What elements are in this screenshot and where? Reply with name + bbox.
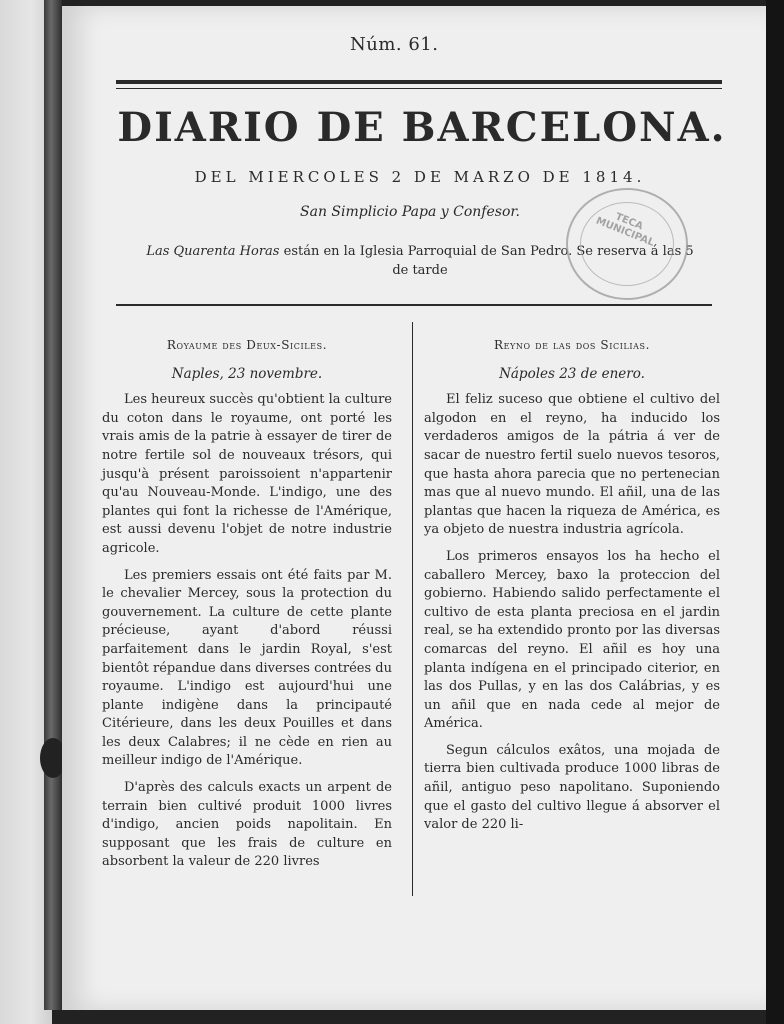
right-paragraph: Segun cálculos exâtos, una mojada de tierra bien cultivada produce 1000 libras de añil, antiguo peso napolitano. Suponiendo que el gasto del cultivo llegue á absorver el valor de 220 li- (424, 742, 720, 833)
left-paragraph: D'après des calculs exacts un arpent de terrain bien cultivé produit 1000 livres d'indigo, ancien poids napolitain. En supposant que les frais de culture en absorbent la valeur de 220 livres (102, 780, 392, 870)
library-stamp (566, 188, 688, 300)
issue-number: Núm. 61. (350, 34, 439, 55)
left-column (102, 336, 392, 880)
column-divider (412, 322, 413, 896)
right-column (424, 336, 720, 843)
notice-text: están en la Iglesia Parroquial de San Pedro. Se reserva á las 5 de tarde (283, 244, 694, 278)
left-paragraph: Les premiers essais ont été faits par M. le chevalier Mercey, sous la protection du gouvernement. La culture de cette plante précieuse, ayant d'abord réussi parfaitement dans le jardin Royal, s'est bientôt répandue dans diverses contrées du royaume. L'indigo est aujourd'hui une plante indigène dans la principauté Citérieure, dans les deux Pouilles et dans les deux Calabres; il ne cède en rien au meilleur indigo de l'Amérique. (102, 567, 392, 769)
notice-lead: Las Quarenta Horas (146, 244, 280, 259)
left-column-dateline: Naples, 23 novembre. (171, 365, 323, 382)
masthead-title: DIARIO DE BARCELONA. (117, 104, 727, 151)
right-paragraph: El feliz suceso que obtiene el cultivo del algodon en el reyno, ha inducido los verdaderos amigos de la pátria á ver de sacar de nuestro fertil suelo nuevos tesoros, que hasta ahora parecia que no pertenecian mas que al nuevo mundo. El añil, una de las plantas que hacen la riqueza de América, es ya objeto de nuestra industria agrícola. (424, 392, 720, 538)
left-paragraph: Les heureux succès qu'obtient la culture du coton dans le royaume, ont porté les vrais amis de la patrie à essayer de tirer de notre fertile sol de nouveaux trésors, qui jusqu'à présent paroissoient n'appartenir qu'au Nouveau-Monde. L'indigo, une des plantes qui font la richesse de l'Amérique, est aussi devenu l'objet de notre industrie agricole. (102, 392, 392, 556)
book-gutter (44, 0, 62, 1010)
header-bottom-rule (116, 304, 712, 306)
right-column-dateline: Nápoles 23 de enero. (499, 365, 645, 382)
saint-of-day: San Simplicio Papa y Confesor. (300, 204, 520, 220)
right-column-heading: Reyno de las dos Sicilias. (493, 338, 651, 352)
stamp-text: TECA MUNICIPAL (594, 211, 656, 249)
right-paragraph: Los primeros ensayos los ha hecho el caballero Mercey, baxo la proteccion del gobierno. Habiendo salido perfectamente el cultivo de esta planta preciosa en el jardin real, se ha extendido pronto por las diversas comarcas del reyno. El añil es hoy una planta indígena en el principado citerior, en las dos Pullas, y en las dos Calábrias, y es un añil que en nada cede al mejor de América. (424, 548, 720, 732)
right-page-edge (766, 0, 784, 1024)
masthead-rule-thin (116, 88, 722, 89)
issue-date: DEL MIERCOLES 2 DE MARZO DE 1814. (194, 168, 646, 186)
masthead-rule-thick (116, 80, 722, 84)
left-column-heading: Royaume des Deux-Siciles. (166, 338, 328, 352)
